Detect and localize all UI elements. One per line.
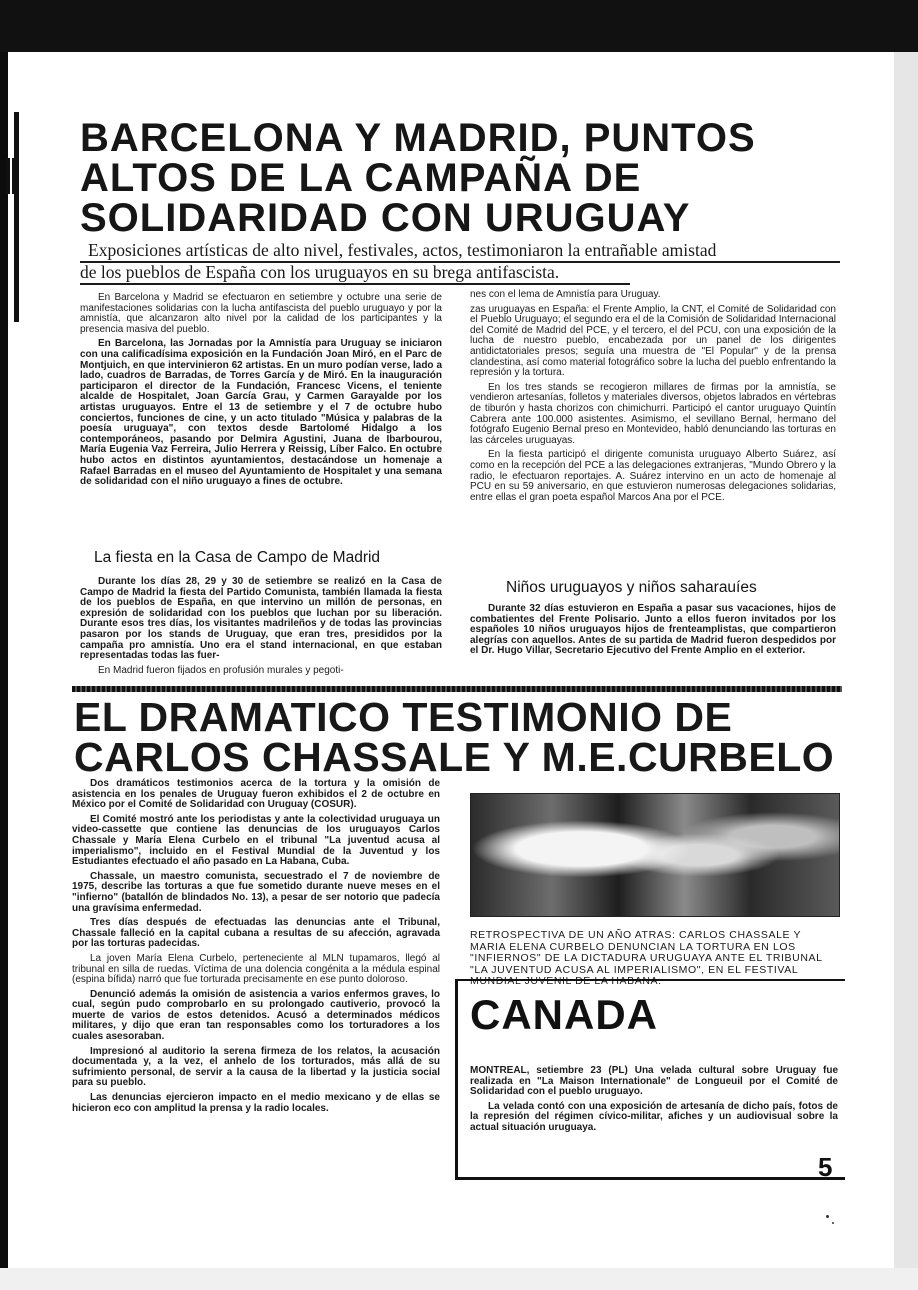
margin-mark xyxy=(6,158,10,194)
scan-speck xyxy=(832,1222,834,1224)
scan-edge-bottom xyxy=(0,1268,918,1290)
paragraph: Las denuncias ejercieron impacto en el medio mexicano y de ellas se hicieron eco con amplitud la prensa y la radio locales. xyxy=(72,1092,440,1114)
page-number: 5 xyxy=(818,1152,833,1182)
headline-line-3: SOLIDARIDAD CON URUGUAY xyxy=(80,196,691,240)
scan-speck xyxy=(826,1215,829,1218)
paragraph: La joven María Elena Curbelo, perteneciente al MLN tupamaros, llegó al tribunal en silla de ruedas. Víctima de una dolencia congénita a la médula espinal (espina bífida) narró que fue torturada precisamente en ese punto doloroso. xyxy=(72,952,440,986)
section-divider xyxy=(72,686,842,692)
paragraph: zas uruguayas en España: el Frente Amplio, la CNT, el Comité de Solidaridad con el Pueblo Uruguayo; el segundo era el de la Comisión de Solidaridad Internacional del Comité de Madrid del PCE, y el tercero, el del PCU, con una exposición de la lucha de nuestro pueblo, encabezada por un panel de los dirigentes antidictatoriales presos; seguía una muestra de "El Popular" y de la prensa clandestina, así como material fotográfico sobre la lucha del pueblo enfrentando la represión y la tortura. xyxy=(470,303,836,379)
canada-headline: CANADA xyxy=(470,991,658,1038)
headline-line-1: BARCELONA Y MADRID, PUNTOS xyxy=(80,116,756,160)
headline2-line-2: CARLOS CHASSALE Y M.E.CURBELO xyxy=(74,734,835,780)
article1-left-column-2 xyxy=(80,577,442,680)
paragraph: Tres días después de efectuadas las denuncias ante el Tribunal, Chassale falleció en la capital cubana a resultas de su afección, agravada por las torturas padecidas. xyxy=(72,917,440,950)
deck-line-2: de los pueblos de España con los uruguayos en su brega antifascista. xyxy=(80,262,560,282)
paragraph: En los tres stands se recogieron millares de firmas por la amnistía, se vendieron artesanías, folletos y materiales diversos, objetos labrados en vértebras de tiburón y hasta chorizos con chimichurri. Participó el cantor uruguayo Quintín Cabrera ante 100.000 asistentes. Asimismo, el sevillano Bernal, hermano del fotógrafo Eugenio Bernal preso en Montevideo, habló denunciando las torturas en las cárceles uruguayas. xyxy=(470,381,836,446)
margin-mark xyxy=(12,158,15,194)
paragraph: nes con el lema de Amnistía para Uruguay. xyxy=(470,289,661,300)
scan-edge-left xyxy=(0,52,8,1290)
paragraph: En Barcelona y Madrid se efectuaron en setiembre y octubre una serie de manifestaciones solidarias con la lucha antifascista del pueblo uruguayo y por la amnistía, que alcanzaron alto nivel por la calidad de los participantes y la presencia masiva del pueblo. xyxy=(80,292,442,335)
paragraph: Durante los días 28, 29 y 30 de setiembre se realizó en la Casa de Campo de Madrid la fiesta del Partido Comunista, también llamada la fiesta de los pueblos de España, en que intervino un millón de personas, en expresión de solidaridad con los pueblos que luchan por su liberación. Durante esos tres días, los visitantes madrileños y de todas las provincias pasaron por los stands de Uruguay, que eran tres, presididos por la campaña pro amnistía. Uno era el stand internacional, en que estaban representadas todas las fuer- xyxy=(80,576,442,662)
paragraph: En Barcelona, las Jornadas por la Amnistía para Uruguay se iniciaron con una calificadísima exposición en la Fundación Joan Miró, en el Parc de Montjuich, en que intervinieron 62 artistas. En un muro podían verse, lado a lado, cuadros de Barradas, de Torres García y de Miró. En la inauguración participaron el director de la Fundación, Francesc Vicens, el teniente alcalde de Hospitalet, Joan García Grau, y Carmen Garayalde por los artistas uruguayos. Entre el 13 de setiembre y el 7 de octubre hubo conciertos, funciones de cine, y un acto titulado "Música y palabras de la poesía uruguaya", con textos desde Bartolomé Hidalgo a los contemporáneos, pasando por Delmira Agustini, Juana de Ibarbourou, María Eugenia Vaz Ferreira, Julio Herrera y Reissig, Líber Falco. En octubre hubo actos en distintos ayuntamientos, destacándose un homenaje a Rafael Barradas en el museo del Ayuntamiento de Hospitalet y una semana de solidaridad con el niño uruguayo a fines de octubre. xyxy=(80,338,442,488)
article1-right-column xyxy=(470,290,836,507)
scan-edge-top xyxy=(0,0,918,52)
subhead-casa-de-campo: La fiesta en la Casa de Campo de Madrid xyxy=(94,549,381,566)
paragraph: En Madrid fueron fijados en profusión murales y pegoti- xyxy=(98,664,344,676)
deck-underline xyxy=(80,283,630,285)
paragraph: En la fiesta participó el dirigente comunista uruguayo Alberto Suárez, así como en la recepción del PCE a las delegaciones extranjeras, "Mundo Obrero y la radio, le efectuaron reportajes. A. Suárez intervino en un acto de homenaje al PCU en su 59 aniversario, en que estuvieron numerosas delegaciones solidarias, entre ellas el gran poeta español Marcos Ana por el PCE. xyxy=(470,449,836,503)
article1-left-column xyxy=(80,293,442,492)
canada-body xyxy=(470,1066,838,1138)
headline2-line-1: EL DRAMATICO TESTIMONIO DE xyxy=(74,694,733,740)
scan-edge-right xyxy=(894,52,918,1290)
headline-line-2: ALTOS DE LA CAMPAÑA DE xyxy=(80,156,642,200)
paragraph: MONTREAL, setiembre 23 (PL) Una velada cultural sobre Uruguay fue realizada en "La Maison Internationale" de Longueuil por el Comité de Solidaridad con el pueblo uruguayo. xyxy=(470,1065,838,1098)
article1-right-column-2 xyxy=(470,604,836,661)
paragraph: Durante 32 días estuvieron en España a pasar sus vacaciones, hijos de combatientes del Frente Polisario. Junto a ellos fueron invitados por los españoles 10 niños uruguayos hijos de frenteamplistas, que compartieron alegrías con aquellos. Antes de su partida de Madrid fueron despedidos por el Dr. Hugo Villar, Secretario Ejecutivo del Frente Amplio en el exterior. xyxy=(470,603,836,657)
paragraph: Denunció además la omisión de asistencia a varios enfermos graves, lo cual, según pudo comprobarlo en su prolongado cautiverio, provocó la muerte de varios de estos detenidos. Acusó a determinados médicos militares, y dijo que eran tan responsables como los torturadores a los cuales asesoraban. xyxy=(72,988,440,1043)
deck-line-1: Exposiciones artísticas de alto nivel, festivales, actos, testimoniaron la entrañable amistad xyxy=(88,240,717,260)
subhead-ninos: Niños uruguayos y niños saharauíes xyxy=(506,579,757,596)
tribunal-photo xyxy=(470,793,840,917)
paragraph: El Comité mostró ante los periodistas y ante la colectividad uruguaya un video-cassette que contiene las denuncias de los uruguayos Carlos Chassale y María Elena Curbelo en el tribunal "La juventud acusa al imperialismo", incluido en el Festival Mundial de la Juventud y los Estudiantes efectuado el año pasado en La Habana, Cuba. xyxy=(72,813,440,868)
paragraph: La velada contó con una exposición de artesanía de dicho país, fotos de la represión del régimen cívico-militar, afiches y un audiovisual sobre la actual situación uruguaya. xyxy=(470,1100,838,1133)
paragraph: Chassale, un maestro comunista, secuestrado el 7 de noviembre de 1975, describe las torturas a que fue sometido durante nueve meses en el "infierno" (batallón de blindados No. 13), a pesar de ser notorio que padecía una gravísima enfermedad. xyxy=(72,870,440,914)
margin-bar xyxy=(14,112,19,322)
photo-caption: RETROSPECTIVA DE UN AÑO ATRAS: CARLOS CHASSALE Y MARIA ELENA CURBELO DENUNCIAN LA TORTURA EN LOS "INFIERNOS" DE LA DICTADURA URUGUAYA ANTE EL TRIBUNAL "LA JUVENTUD ACUSA AL IMPERIALISMO", EN EL FESTIVAL MUNDIAL JUVENIL DE LA HABANA. xyxy=(470,929,823,987)
paragraph: Dos dramáticos testimonios acerca de la tortura y la omisión de asistencia en los penales de Uruguay fueron exhibidos el 2 de octubre en México por el Comité de Solidaridad con Uruguay (COSUR). xyxy=(72,778,440,811)
paragraph: Impresionó al auditorio la serena firmeza de los relatos, la acusación documentada y, a la vez, el anhelo de los torturados, más allá de su sufrimiento personal, de servir a la causa de la libertad y la justicia social para su pueblo. xyxy=(72,1045,440,1089)
article2-body xyxy=(72,779,440,1118)
